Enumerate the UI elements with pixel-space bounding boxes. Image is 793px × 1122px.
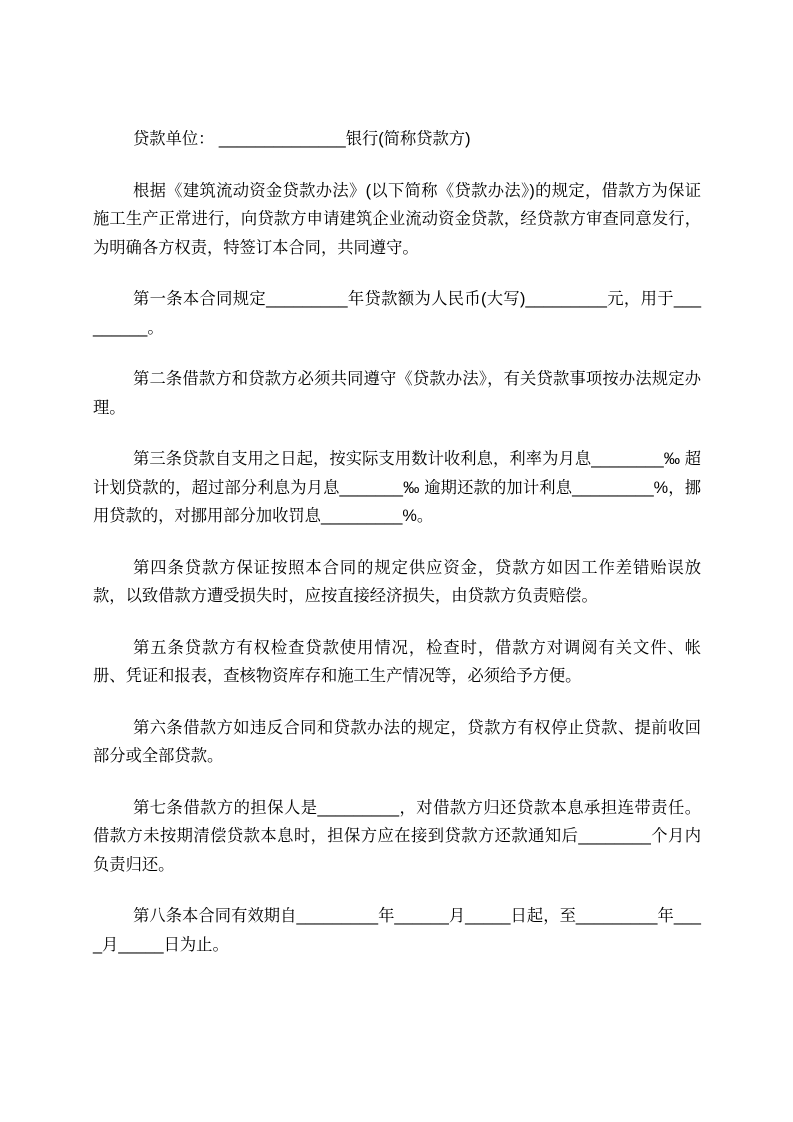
- article-4-paragraph: 第四条贷款方保证按照本合同的规定供应资金，贷款方如因工作差错贻误放款，以致借款方遭受损失时，应按直接经济损失，由贷款方负责赔偿。: [93, 558, 701, 605]
- loan-unit-line: 贷款单位： ______________银行(简称贷款方): [133, 130, 471, 148]
- article-5-paragraph: 第五条贷款方有权检查贷款使用情况，检查时，借款方对调阅有关文件、帐册、凭证和报表，查核物资库存和施工生产情况等，必须给予方便。: [93, 638, 701, 685]
- article-7-paragraph: 第七条借款方的担保人是_________，对借款方归还贷款本息承担连带责任。借款方未按期清偿贷款本息时，担保方应在接到贷款方还款通知后________个月内负责归还。: [93, 798, 701, 874]
- article-8-paragraph: 第八条本合同有效期自_________年______月_____日起，至_________年____月_____日为止。: [93, 907, 701, 954]
- article-6-paragraph: 第六条借款方如违反合同和贷款办法的规定，贷款方有权停止贷款、提前收回部分或全部贷款。: [93, 718, 701, 765]
- article-3-paragraph: 第三条贷款自支用之日起，按实际支用数计收利息，利率为月息________‰ 超计划贷款的，超过部分利息为月息_______‰ 逾期还款的加计利息_________%，挪用贷款的，对挪用部分加收罚息_________%。: [93, 450, 701, 525]
- preamble-paragraph: 根据《建筑流动资金贷款办法》(以下简称《贷款办法》)的规定，借款方为保证施工生产正常进行，向贷款方申请建筑企业流动资金贷款，经贷款方审查同意发行，为明确各方权责，特签订本合同，共同遵守。: [93, 181, 701, 257]
- article-2-paragraph: 第二条借款方和贷款方必须共同遵守《贷款办法》，有关贷款事项按办法规定办理。: [93, 370, 701, 417]
- article-1-paragraph: 第一条本合同规定_________年贷款额为人民币(大写)_________元，用于_________。: [93, 290, 701, 337]
